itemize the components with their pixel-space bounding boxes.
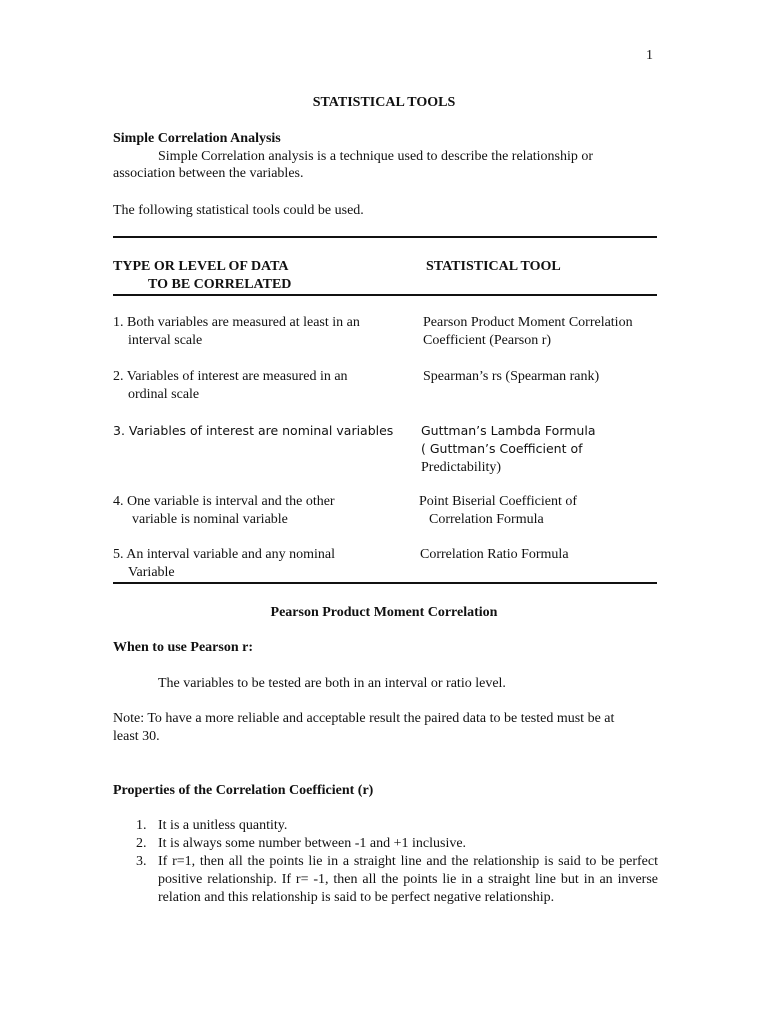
paragraph-line: Simple Correlation analysis is a technique used to describe the relationship or [158, 149, 594, 164]
table-header-left-line2: TO BE CORRELATED [148, 277, 292, 292]
table-cell: Correlation Ratio Formula [420, 547, 569, 562]
table-cell: Point Biserial Coefficient of [419, 494, 577, 509]
table-cell: ordinal scale [128, 387, 200, 402]
list-item-text: If r=1, then all the points lie in a straight line and the relationship is said to be perfect positive relationship. If r= -1, then all the points lie in a straight line but in an inverse relation and this relationship is said to be perfect negative relationship. [158, 854, 658, 905]
table-cell: Variable [128, 565, 175, 580]
properties-list [113, 817, 658, 907]
page-title: STATISTICAL TOOLS [312, 95, 456, 110]
table-cell: Spearman’s rs (Spearman rank) [423, 369, 600, 384]
table-cell: 4. One variable is interval and the other [113, 494, 335, 509]
table-row-4-type [113, 493, 413, 529]
table-cell: interval scale [128, 333, 203, 348]
list-item-number: 1. [136, 818, 147, 833]
section-heading-properties: Properties of the Correlation Coefficient (r) [113, 783, 374, 798]
table-row-2-tool [423, 368, 673, 386]
page-number: 1 [646, 48, 653, 63]
when-to-use-heading: When to use Pearson r: [113, 640, 253, 655]
table-row-3-type [113, 422, 413, 440]
note-line: least 30. [113, 729, 160, 744]
table-row-1-tool [423, 314, 673, 350]
section-heading-simple-correlation: Simple Correlation Analysis [113, 131, 281, 146]
list-item-text: It is a unitless quantity. [158, 818, 288, 833]
list-item [113, 853, 658, 907]
list-item-number: 2. [136, 836, 147, 851]
table-row-4-tool [419, 493, 669, 529]
table-header-left-line1: TYPE OR LEVEL OF DATA [113, 259, 289, 274]
when-to-use-text: The variables to be tested are both in an interval or ratio level. [158, 676, 506, 691]
table-cell: Guttman’s Lambda Formula [421, 423, 596, 438]
table-top-rule [113, 236, 657, 238]
table-cell: 5. An interval variable and any nominal [113, 547, 335, 562]
note-line: Note: To have a more reliable and acceptable result the paired data to be tested must be at [113, 711, 615, 726]
list-item [113, 817, 658, 835]
section-heading-pearson: Pearson Product Moment Correlation [270, 605, 498, 620]
list-item-number: 3. [136, 854, 147, 869]
table-cell: Pearson Product Moment Correlation [423, 315, 633, 330]
table-row-5-type [113, 546, 413, 582]
table-header-left [113, 258, 291, 294]
table-header-rule [113, 294, 657, 296]
table-header-right: STATISTICAL TOOL [426, 259, 561, 274]
table-cell: 1. Both variables are measured at least in an [113, 315, 360, 330]
table-row-3-tool [421, 422, 671, 477]
table-cell: variable is nominal variable [132, 512, 288, 527]
table-row-5-tool [420, 546, 670, 564]
table-cell: 3. Variables of interest are nominal variables [113, 423, 394, 438]
tools-intro: The following statistical tools could be used. [113, 203, 364, 218]
table-cell: 2. Variables of interest are measured in an [113, 369, 348, 384]
table-row-2-type [113, 368, 413, 404]
paragraph-line: association between the variables. [113, 166, 304, 181]
list-item [113, 835, 658, 853]
table-bottom-rule [113, 582, 657, 584]
table-cell: ( Guttman’s Coefficient of [421, 441, 583, 456]
table-row-1-type [113, 314, 413, 350]
list-item-text: It is always some number between -1 and +1 inclusive. [158, 836, 467, 851]
table-cell: Predictability) [421, 460, 502, 475]
table-cell: Coefficient (Pearson r) [423, 333, 552, 348]
table-cell: Correlation Formula [429, 512, 544, 527]
